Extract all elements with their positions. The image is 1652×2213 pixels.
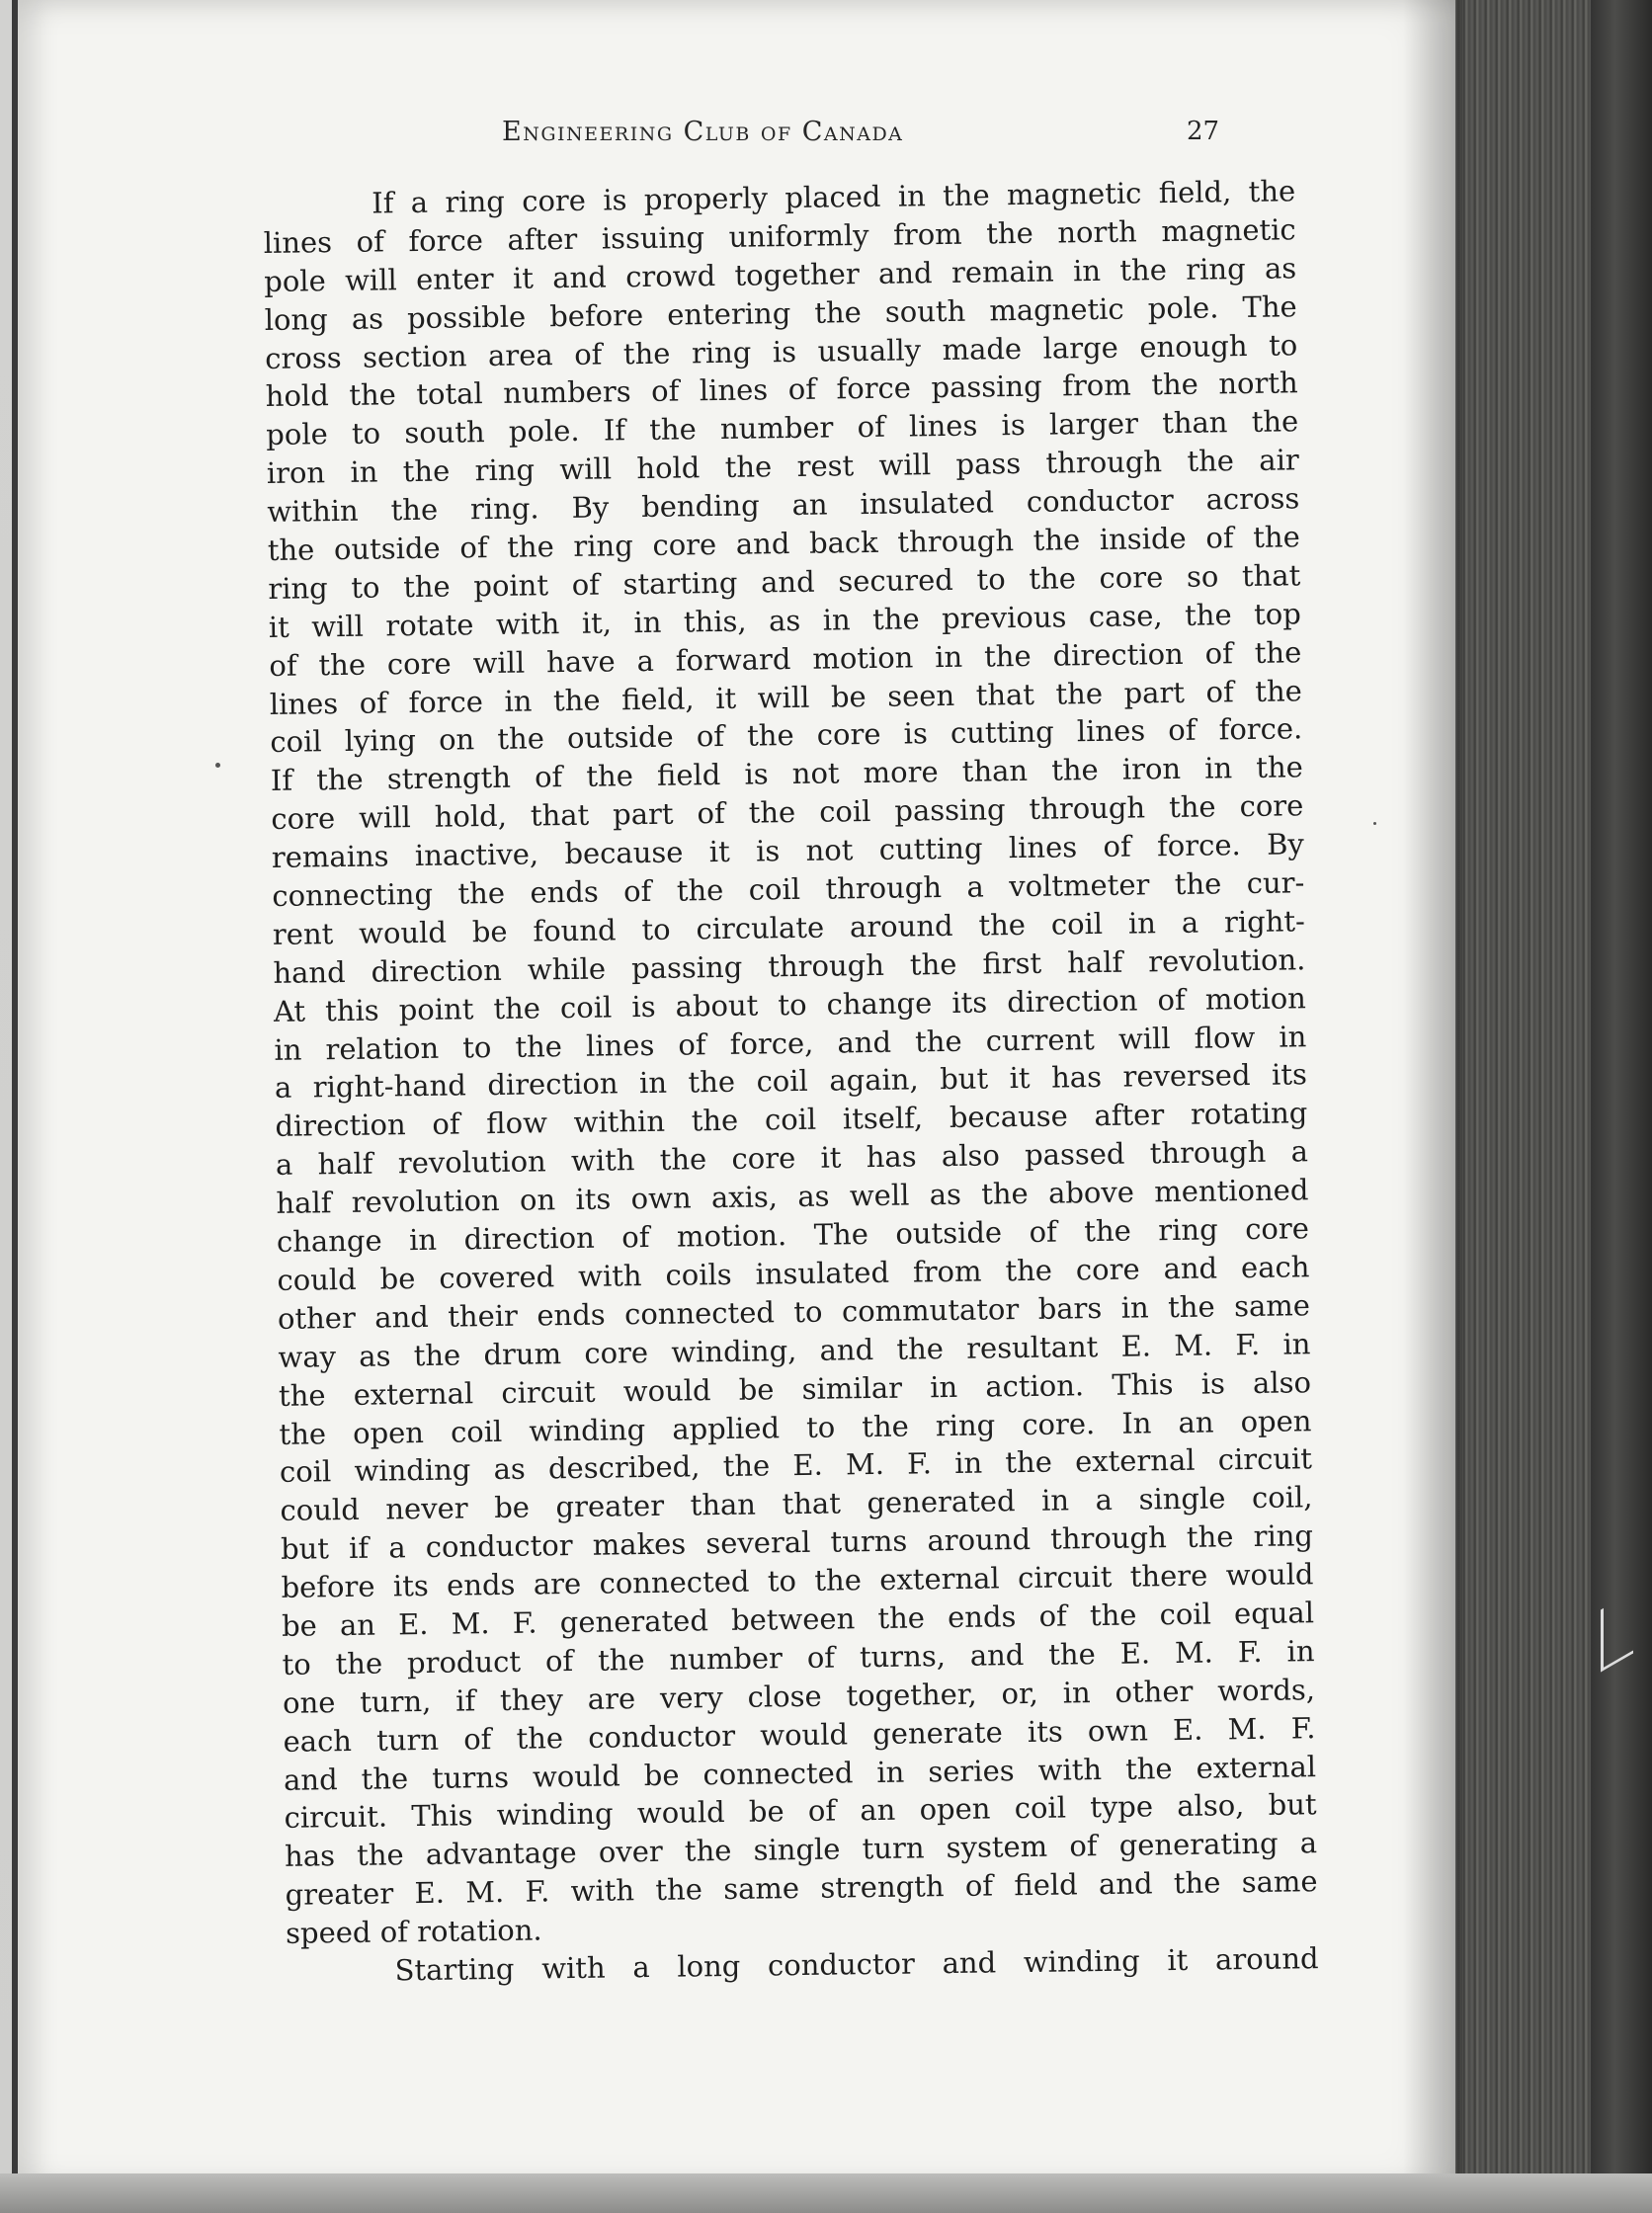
paragraph-1: [263, 172, 1318, 1952]
text-line: it will rotate with it, in this, as in the previous case, the top: [268, 597, 1301, 644]
text-line: could never be greater than that generated in a single coil,: [280, 1480, 1313, 1528]
text-line: to the product of the number of turns, and the E. M. F. in: [282, 1634, 1315, 1681]
text-line: direction of flow within the coil itself, because after rotating: [275, 1096, 1308, 1144]
text-line: half revolution on its own axis, as well as the above mentioned: [276, 1173, 1309, 1221]
body-text: [263, 172, 1319, 1991]
text-line: If the strength of the field is not more than the iron in the: [270, 750, 1304, 798]
book-cover-edge: [1591, 0, 1652, 2213]
text-line: pole to south pole. If the number of lines is larger than the: [266, 404, 1299, 452]
scan-bottom-edge: [0, 2173, 1652, 2213]
text-line: core will hold, that part of the coil passing through the core: [271, 788, 1304, 837]
text-line: and the turns would be connected in series with the external: [283, 1749, 1317, 1797]
text-line: a right-hand direction in the coil again, but it has reversed its: [274, 1057, 1308, 1106]
text-line: ring to the point of starting and secured to the core so that: [268, 558, 1301, 606]
text-line: At this point the coil is about to change its direction of motion: [273, 980, 1307, 1028]
text-line: has the advantage over the single turn system of generating a: [284, 1826, 1318, 1874]
text-line: before its ends are connected to the external circuit there would: [281, 1557, 1314, 1604]
text-line: the external circuit would be similar in action. This is also: [278, 1364, 1312, 1413]
text-line: one turn, if they are very close together, or, in other words,: [282, 1672, 1316, 1720]
text-line: within the ring. By bending an insulated conductor across: [267, 481, 1300, 530]
text-line: Starting with a long conductor and winding it around: [394, 1941, 1319, 1988]
text-line: in relation to the lines of force, and the current will flow in: [274, 1019, 1307, 1067]
book-page: [12, 0, 1455, 2188]
text-line: coil winding as described, the E. M. F. in the external circuit: [279, 1441, 1313, 1490]
text-line: other and their ends connected to commutator bars in the same: [277, 1288, 1311, 1336]
scan-speck: [215, 763, 220, 768]
header-title: Engineering Club of Canada: [502, 117, 904, 147]
text-line: long as possible before entering the south magnetic pole. The: [264, 288, 1297, 337]
text-line: a half revolution with the core it has also passed through a: [275, 1134, 1309, 1183]
page-gutter-shadow: [1403, 0, 1462, 2213]
text-line: remains inactive, because it is not cutting lines of force. By: [271, 827, 1305, 875]
text-line: If a ring core is properly placed in the magnetic field, the: [372, 174, 1296, 220]
text-line: be an E. M. F. generated between the ends of the coil equal: [281, 1596, 1315, 1643]
text-line: hand direction while passing through the first half revolution.: [273, 943, 1306, 990]
text-line: way as the drum core winding, and the resultant E. M. F. in: [278, 1326, 1311, 1374]
text-line: the open coil winding applied to the ring core. In an open: [279, 1403, 1312, 1451]
text-line: iron in the ring will hold the rest will pass through the air: [266, 443, 1299, 491]
text-line: the outside of the ring core and back through the inside of the: [267, 520, 1300, 567]
text-line: each turn of the conductor would generate its own E. M. F.: [283, 1710, 1316, 1759]
text-line: rent would be found to circulate around the coil in a right-: [272, 904, 1306, 951]
text-line: speed of rotation.: [285, 1913, 542, 1950]
text-line: greater E. M. F. with the same strength of field and the same: [285, 1864, 1318, 1913]
running-head: [275, 117, 1263, 160]
text-line: but if a conductor makes several turns around through the ring: [280, 1518, 1314, 1567]
text-line: of the core will have a forward motion in the direction of the: [269, 634, 1302, 683]
text-line: change in direction of motion. The outside of the ring core: [276, 1211, 1310, 1259]
text-line: pole will enter it and crowd together and remain in the ring as: [264, 251, 1297, 298]
text-line: circuit. This winding would be of an open coil type also, but: [284, 1787, 1317, 1836]
scan-speck: [1373, 822, 1376, 825]
text-line: coil lying on the outside of the core is cutting lines of force.: [270, 711, 1303, 760]
page-number: 27: [1187, 117, 1220, 146]
text-line: connecting the ends of the coil through a voltmeter the cur-: [272, 865, 1305, 913]
text-line: lines of force in the field, it will be seen that the part of the: [269, 673, 1302, 721]
text-line: cross section area of the ring is usually made large enough to: [265, 327, 1298, 375]
text-line: could be covered with coils insulated from the core and each: [277, 1250, 1310, 1297]
text-line: lines of force after issuing uniformly from the north magnetic: [263, 212, 1296, 260]
text-line: hold the total numbers of lines of force passing from the north: [265, 366, 1298, 414]
